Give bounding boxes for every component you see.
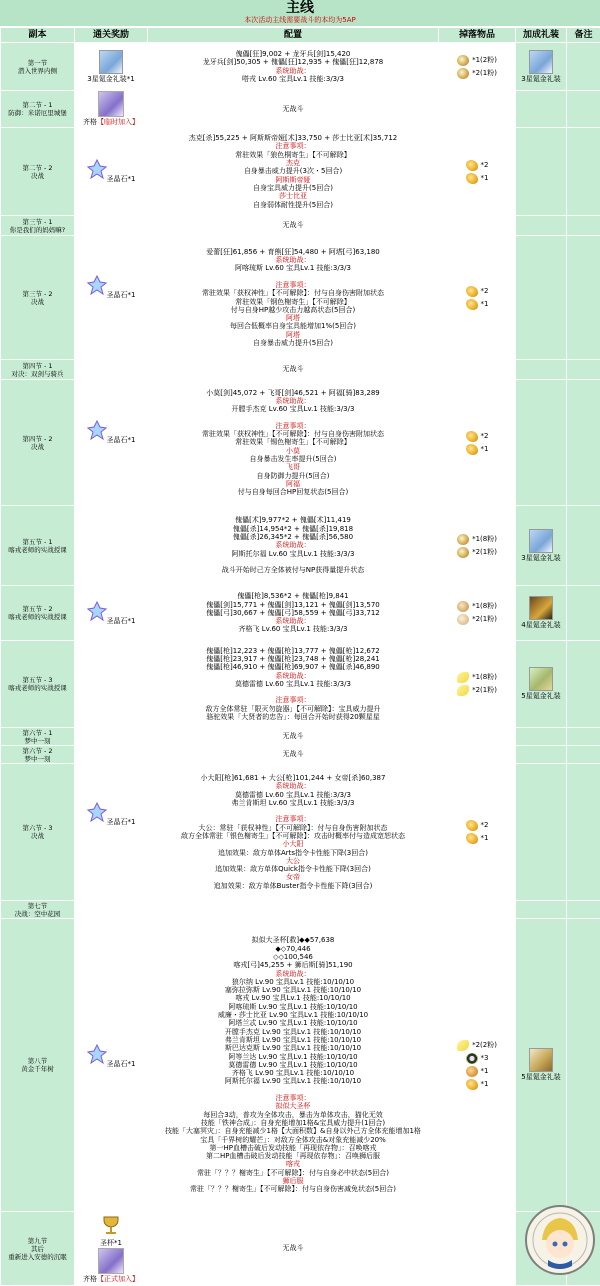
drops-cell xyxy=(439,901,516,919)
header-drops: 掉落物品 xyxy=(439,28,516,43)
remark-cell xyxy=(567,91,600,128)
reward-cell: 圣晶石*1 xyxy=(75,586,148,641)
pot-icon xyxy=(457,55,469,66)
stage-cell: 第三节 - 2 决战 xyxy=(1,236,75,360)
reward-cell xyxy=(75,506,148,586)
reward-cell: 齐格【临时加入】 xyxy=(75,91,148,128)
config-cell: 傀儡[狂]9,002 + 龙牙兵[剑]15,420 龙牙兵[剑]50,305 + 傀儡[狂]12,935 + 傀儡[狂]12,878 系统助战： 嗒戎 Lv.60 宝具Lv.1 技能:3/3/3 xyxy=(148,43,439,91)
bonus-cell xyxy=(516,360,567,380)
horn-icon xyxy=(466,444,478,455)
bonus-cell xyxy=(516,128,567,216)
bonus-cell: 5星氪金礼装 xyxy=(516,641,567,728)
feather-icon xyxy=(457,1040,469,1051)
reward-cell: 圣晶石*1 xyxy=(75,216,148,360)
stage-cell: 第三节 - 1 你是我们的妈妈嘛? xyxy=(1,216,75,236)
mascot-avatar-icon xyxy=(524,1204,596,1276)
horn-icon xyxy=(466,820,478,831)
reward-cell xyxy=(75,641,148,728)
stage-cell: 第八节 黄金千年树 xyxy=(1,919,75,1212)
config-cell: 无战斗 xyxy=(148,360,439,380)
servant-portrait-icon xyxy=(98,91,124,117)
drops-cell: *1(8粉) *2(1粉) xyxy=(439,586,516,641)
horn-icon xyxy=(466,1066,478,1077)
header-config: 配置 xyxy=(148,28,439,43)
craft-essence-icon xyxy=(529,596,553,620)
table-row xyxy=(1,728,600,746)
remark-cell xyxy=(567,128,600,216)
drops-cell: *1(8粉) *2(1粉) xyxy=(439,506,516,586)
table-row xyxy=(1,641,600,728)
drops-cell xyxy=(439,360,516,380)
table-row xyxy=(1,43,600,91)
bonus-cell xyxy=(516,380,567,506)
stage-cell: 第五节 - 1 喀戎老师的实战授课 xyxy=(1,506,75,586)
page-header xyxy=(0,0,600,27)
craft-essence-icon xyxy=(529,50,553,74)
stage-cell: 第四节 - 2 决战 xyxy=(1,380,75,506)
table-row xyxy=(1,586,600,641)
table-row xyxy=(1,216,600,236)
bonus-cell xyxy=(516,236,567,360)
bonus-cell: 4星氪金礼装 xyxy=(516,586,567,641)
bonus-cell xyxy=(516,901,567,919)
page-title: 主线 xyxy=(286,1,314,16)
drops-cell: *1(2粉) *2(1粉) xyxy=(439,43,516,91)
drops-cell: *2 *1 xyxy=(439,764,516,901)
stage-cell: 第六节 - 3 决战 xyxy=(1,764,75,901)
pot-icon xyxy=(457,534,469,545)
horn-icon xyxy=(466,173,478,184)
drops-cell xyxy=(439,1212,516,1286)
remark-cell xyxy=(567,919,600,1212)
stage-cell: 第六节 - 2 梦中一刻 xyxy=(1,746,75,764)
horn-icon xyxy=(466,833,478,844)
remark-cell xyxy=(567,641,600,728)
drops-cell: *2 *1 xyxy=(439,380,516,506)
saint-quartz-icon xyxy=(87,1044,107,1064)
header-reward: 通关奖励 xyxy=(75,28,148,43)
remark-cell xyxy=(567,746,600,764)
drops-cell: *2(2粉) *3 *1 *1 xyxy=(439,919,516,1212)
config-cell: 傀儡[术]9,977*2 + 傀儡[术]11,419 傀儡[杀]14,954*2 + 傀儡[杀]19,818 傀儡[杀]26,345*2 + 傀儡[杀]56,580 系统助战： 阿斯托尔福 Lv.60 宝具Lv.1 技能:3/3/3 战斗开始时己方全体被付与NP获得量提升状态 xyxy=(148,506,439,586)
horn-icon xyxy=(466,1079,478,1090)
drops-cell xyxy=(439,728,516,746)
holy-grail-icon xyxy=(100,1214,122,1236)
config-cell: 拟似大圣杯[救]◆◆57,638 ◆◇70,446 ◇◇100,546 喀戎[弓]45,255 + 狮后斯[骑]51,190 系统助战： 狼尔纳 Lv.90 宝具Lv.1 技能:10/10/10 塞弥拉弥斯 Lv.90 宝具Lv.1 技能:10/10/10 喀戎 Lv.90 宝具Lv.1 技能:10/10/10 阿喀琉斯 Lv.90 宝具Lv.1 技能:10/10/10 威廉・莎士比亚 Lv.90 宝具Lv.1 技能:10/10/10 阿塔兰忒 Lv.90 宝具Lv.1 技能:10/10/10 开膛手杰克 Lv.90 宝具Lv.1 技能:10/10/10 弗兰肯斯坦 Lv.90 宝具Lv.1 技能:10/10/10 斯巴达克斯 Lv.90 宝具Lv.1 技能:10/10/10 阿等兰达 Lv.90 宝具Lv.1 技能:10/10/10 莫德雷德 Lv.90 宝具Lv.1 技能:10/10/10 齐格飞 Lv.90 宝具Lv.1 技能:10/10/10 阿斯托尔福 Lv.90 宝具Lv.1 技能:10/10/10 注意事项： 拟似大圣杯 每回合3动，普攻为全体攻击，暴击为单体攻击，猫化无效 技能「铁神合成」：自身充能增加1格&宝具威力提升(1回合) 技能「大塞冥灾」：自身充能减少1格【大面积数】&自身以外己方全体充能增加1格 宝具「千界树的耀芒」：对敌方全体攻击&对象充能减少20% 第一HP血槽击破后发动技能「再现依存物」：召唤喀戎 第二HP血槽击破后发动技能「再现依存物」：召唤狮后服 喀戎 常驻「？？？榭寄生」【不可解除】：付与自身必中状态(5回合) 狮后服 常驻「？？？榭寄生」【不可解除】：付与自身伤害减免状态(5回合) xyxy=(148,919,439,1212)
feather-icon xyxy=(457,672,469,683)
config-cell: 杰克[杀]55,225 + 阿斯斯帝娅[术]33,750 + 莎士比亚[术]35,712 注意事项： 常驻效果「狼色桐寄生」【不可解除】 杰克 自身暴击威力提升(3次・5回合) 阿斯斯帝娅 自身宝具威力提升(5回合) 莎士比亚 自身弱体耐性提升(5回合) xyxy=(148,128,439,216)
table-header-row xyxy=(1,28,600,43)
header-bonus-ce: 加成礼装 xyxy=(516,28,567,43)
bonus-cell: 3星氪金礼装 xyxy=(516,506,567,586)
remark-cell xyxy=(567,764,600,901)
drops-cell xyxy=(439,91,516,128)
gear-icon xyxy=(466,1053,478,1064)
config-cell xyxy=(148,901,439,919)
seed-bag-icon xyxy=(457,614,469,625)
config-cell: 无战斗 xyxy=(148,1212,439,1286)
event-notice: 本次活动主线需要战斗的本均为5AP xyxy=(244,16,355,25)
feather-icon xyxy=(457,685,469,696)
drops-cell: *2 *1 xyxy=(439,236,516,360)
table-row xyxy=(1,91,600,128)
craft-essence-icon xyxy=(529,667,553,691)
table-row xyxy=(1,360,600,380)
bonus-cell xyxy=(516,91,567,128)
craft-essence-icon xyxy=(99,50,123,74)
config-cell: 小大阳[枪]61,681 + 大公[枪]101,244 + 女帝[杀]60,387 系统助战： 莫德雷德 Lv.60 宝具Lv.1 技能:3/3/3 弗兰肯斯坦 Lv.60 宝具Lv.1 技能:3/3/3 注意事项： 大公：常驻「获权神性」【不可解除】：付与自身伤害附加状态 敌方全体常驻「银色榭寄生」【不可解除】：攻击时概率付与造成宽恕状态 小大阳 追加效果：敌方单体Arts指令卡性能下降(3回合) 大公 追加效果：敌方单体Quick指令卡性能下降(3回合) 女帝 追加效果：敌方单体Buster指令卡性能下降(3回合) xyxy=(148,764,439,901)
remark-cell xyxy=(567,728,600,746)
config-cell: 无战斗 xyxy=(148,746,439,764)
config-cell: 傀儡[枪]12,223 + 傀儡[枪]13,777 + 傀儡[枪]12,672 傀儡[枪]23,917 + 傀儡[枪]23,748 + 傀儡[枪]28,241 傀儡[枪]46,910 + 傀儡[枪]69,907 + 傀儡[杀]46,890 系统助战： 莫德雷德 Lv.60 宝具Lv.1 技能:3/3/3 注意事项： 敌方全体常驻「限灭勿旋器」【不可解除】：宝具威力提升 骆驼效果「大贤者的忠告」：每回合开始时获得20颗星星 xyxy=(148,641,439,728)
bonus-cell: 3星氪金礼装 xyxy=(516,43,567,91)
remark-cell xyxy=(567,380,600,506)
reward-cell: 圣晶石*1 xyxy=(75,728,148,901)
stage-cell: 第九节 其后 重新进入安德的沉眠 xyxy=(1,1212,75,1286)
quest-table xyxy=(0,27,600,1286)
config-cell: 无战斗 xyxy=(148,91,439,128)
table-row xyxy=(1,1212,600,1286)
saint-quartz-icon xyxy=(87,601,107,621)
stage-cell: 第六节 - 1 梦中一刻 xyxy=(1,728,75,746)
remark-cell xyxy=(567,216,600,236)
stage-cell: 第七节 决战：空中花园 xyxy=(1,901,75,919)
reward-cell: 圣晶石*1 xyxy=(75,901,148,1212)
remark-cell xyxy=(567,506,600,586)
table-row xyxy=(1,506,600,586)
stage-cell: 第五节 - 3 喀戎老师的实战授课 xyxy=(1,641,75,728)
horn-icon xyxy=(466,299,478,310)
bonus-cell xyxy=(516,746,567,764)
header-stage: 副本 xyxy=(1,28,75,43)
drops-cell: *1(8粉) *2(1粉) xyxy=(439,641,516,728)
remark-cell xyxy=(567,901,600,919)
config-cell: 无战斗 xyxy=(148,216,439,236)
servant-portrait-icon xyxy=(98,1248,124,1274)
reward-cell: 圣晶石*1 xyxy=(75,128,148,216)
remark-cell xyxy=(567,43,600,91)
drops-cell: *2 *1 xyxy=(439,128,516,216)
stage-cell: 第一节 潜入世界内侧 xyxy=(1,43,75,91)
reward-cell: 3星氪金礼装*1 xyxy=(75,43,148,91)
drops-cell xyxy=(439,746,516,764)
config-cell: 傀儡[枪]8,536*2 + 傀儡[枪]9,841 傀儡[剑]15,771 + 傀儡[剑]13,121 + 傀儡[剑]13,570 傀儡[弓]30,667 + 傀儡[弓]58,559 + 傀儡[弓]33,712 系统助战： 齐格飞 Lv.60 宝具Lv.1 技能:3/3/3 xyxy=(148,586,439,641)
craft-essence-icon xyxy=(529,529,553,553)
horn-icon xyxy=(466,286,478,297)
stage-cell: 第二节 - 2 决战 xyxy=(1,128,75,216)
config-cell: 小莫[剑]45,072 + 飞哥[剑]46,521 + 阿福[骑]83,289 系统助战： 开膛手杰克 Lv.60 宝具Lv.1 技能:3/3/3 注意事项： 常驻效果「获权神性」【不可解除】：付与自身伤害附加状态 常驻效果「锡色榭寄生」【不可解除】 小莫 自身暴击发生率提升(5回合) 飞哥 自身防御力提升(5回合) 阿福 付与自身每回合HP回复状态(5回合) xyxy=(148,380,439,506)
pot-icon xyxy=(457,68,469,79)
reward-cell: 圣晶石*1 xyxy=(75,360,148,506)
saint-quartz-icon xyxy=(87,159,107,179)
stage-cell: 第五节 - 2 喀戎老师的实战授课 xyxy=(1,586,75,641)
bonus-cell xyxy=(516,728,567,746)
bonus-cell xyxy=(516,764,567,901)
saint-quartz-icon xyxy=(87,275,107,295)
saint-quartz-icon xyxy=(87,802,107,822)
config-cell: 爱蕾[狂]61,856 + 育熊[狂]54,480 + 阿塔[弓]63,180 系统助战： 阿喀琉斯 Lv.60 宝具Lv.1 技能:3/3/3 注意事项： 常驻效果「获权神性」【不可解除】：付与自身伤害附加状态 常驻效果「钢色榭寄生」【不可解除】 付与自身HP越少攻击力越高状态(5回合) 阿塔 每回合低概率自身宝具能增加1%(5回合) 阿塔 自身暴击威力提升(5回合) xyxy=(148,236,439,360)
table-row xyxy=(1,128,600,216)
remark-cell xyxy=(567,360,600,380)
reward-cell: 圣杯*1 齐格【正式加入】 xyxy=(75,1212,148,1286)
drops-cell xyxy=(439,216,516,236)
header-remark: 备注 xyxy=(567,28,600,43)
saint-quartz-icon xyxy=(87,420,107,440)
craft-essence-icon xyxy=(529,1048,553,1072)
table-row xyxy=(1,901,600,919)
bonus-cell: 5星氪金礼装 xyxy=(516,919,567,1212)
bonus-cell xyxy=(516,216,567,236)
horn-icon xyxy=(466,431,478,442)
stage-cell: 第二节 - 1 防御：米诺厄里城堡 xyxy=(1,91,75,128)
remark-cell xyxy=(567,236,600,360)
stage-cell: 第四节 - 1 对决：双剑与骑兵 xyxy=(1,360,75,380)
config-cell: 无战斗 xyxy=(148,728,439,746)
horn-icon xyxy=(466,160,478,171)
seed-bag-icon xyxy=(457,601,469,612)
pot-icon xyxy=(457,547,469,558)
remark-cell xyxy=(567,586,600,641)
